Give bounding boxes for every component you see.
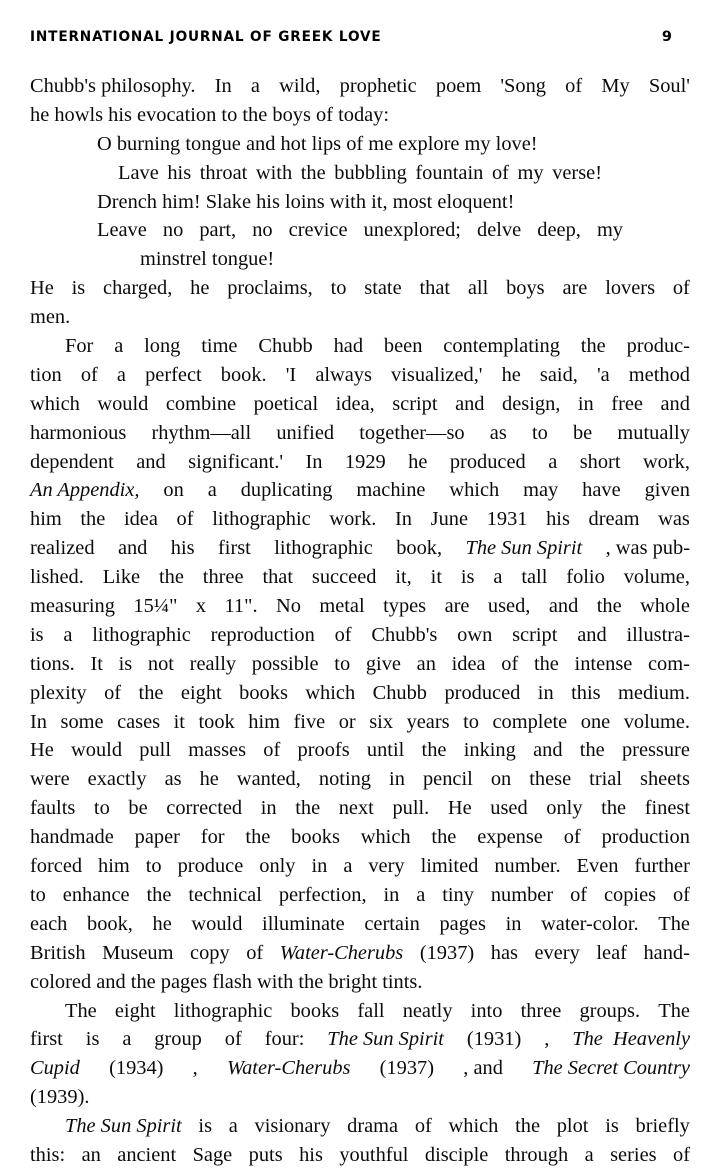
paragraph-3 [30,332,690,996]
text-line: to enhance the technical perfection, in a tiny number of copies of [30,883,690,906]
text-line: each book, he would illuminate certain pages in water-color. The [30,912,690,935]
text-line-with-titles: Cupid (1934) , Water-Cherubs (1937) , and The Secret Country [30,1054,690,1083]
poem-line: Lave his throat with the bubbling fountain of my verse! [118,161,602,184]
text-line: (1939). [30,1086,90,1109]
book-title-an-appendix: An Appendix, [30,479,140,502]
text-line: handmade paper for the books which the expense of production [30,826,690,849]
title-water-cherubs: Water-Cherubs [227,1057,351,1080]
title-the-sun-spirit: The Sun Spirit [327,1028,444,1051]
title-the-sun-spirit-final: The Sun Spirit [65,1115,182,1138]
text-line: Chubb's philosophy. In a wild, prophetic poem 'Song of My Soul' [30,75,690,97]
text-line: harmonious rhythm—all unified together—so as to be mutually [30,421,690,444]
running-head [30,28,691,50]
text-line: faults to be corrected in the next pull. He used only the finest [30,797,690,820]
text-line-with-title: An Appendix, on a duplicating machine which may have given [30,476,690,505]
title-the-heavenly: The Heavenly [572,1028,690,1051]
text-line: tions. It is not really possible to give an idea of the intense com- [30,652,690,675]
text-line: him the idea of lithographic work. In June 1931 his dream was [30,508,690,531]
text-line: The eight lithographic books fall neatly into three groups. The [65,999,690,1022]
text-line: which would combine poetical idea, script and design, in free and [30,392,690,415]
text-line: he howls his evocation to the boys of today: [30,103,390,126]
text-line-with-title: realized and his first lithographic book, The Sun Spirit , was pub- [30,534,690,563]
poem-block [30,130,690,274]
poem-line: O burning tongue and hot lips of me explore my love! [97,132,538,155]
paragraph-1 [30,72,690,130]
paragraph-5 [30,1112,690,1170]
year-1931: (1931) [466,1028,522,1051]
year-1937: (1937) [379,1057,435,1080]
text-line: plexity of the eight books which Chubb produced in this medium. [30,681,690,704]
text-line: were exactly as he wanted, noting in pencil on these trial sheets [30,768,690,791]
title-the-secret-country: The Secret Country [532,1057,690,1080]
text-line: tion of a perfect book. 'I always visualized,' he said, 'a method [30,363,690,386]
text-line-with-title: British Museum copy of Water-Cherubs (1937) has every leaf hand- [30,939,690,968]
year-1934: (1934) [109,1057,164,1080]
text-line: colored and the pages flash with the bright tints. [30,970,423,993]
poem-line: Leave no part, no crevice unexplored; delve deep, my [97,219,623,242]
poem-line: Drench him! Slake his loins with it, most eloquent! [97,190,515,213]
text-line: measuring 15¼" x 11". No metal types are used, and the whole [30,595,690,618]
paragraph-2 [30,274,690,332]
page-number: 9 [661,29,672,45]
text-line: lished. Like the three that succeed it, it is a tall folio volume, [30,566,690,589]
text-line: is a lithographic reproduction of Chubb's own script and illustra- [30,623,690,646]
book-title-water-cherubs: Water-Cherubs [279,941,404,964]
text-line: He would pull masses of proofs until the inking and the pressure [30,739,690,762]
text-line: dependent and significant.' In 1929 he produced a short work, [30,450,690,473]
text-line-with-titles: first is a group of four: The Sun Spirit (1931) , The Heavenly [30,1025,690,1054]
book-title-the-sun-spirit: The Sun Spirit [465,537,583,560]
text-line: men. [30,306,71,329]
paragraph-4 [30,997,690,1113]
journal-title: INTERNATIONAL JOURNAL OF GREEK LOVE [30,29,382,45]
text-line-with-title: The Sun Spirit is a visionary drama of which the plot is briefly [30,1112,690,1141]
page-text-block [30,72,690,1170]
poem-line: minstrel tongue! [140,248,275,271]
text-line: In some cases it took him five or six years to complete one volume. [30,710,690,733]
text-line: forced him to produce only in a very limited number. Even further [30,855,690,878]
text-line: this: an ancient Sage puts his youthful disciple through a series of [30,1143,690,1166]
text-line: He is charged, he proclaims, to state that all boys are lovers of [30,277,690,300]
title-cupid: Cupid [30,1057,80,1080]
text-line: For a long time Chubb had been contemplating the produc- [65,335,690,358]
